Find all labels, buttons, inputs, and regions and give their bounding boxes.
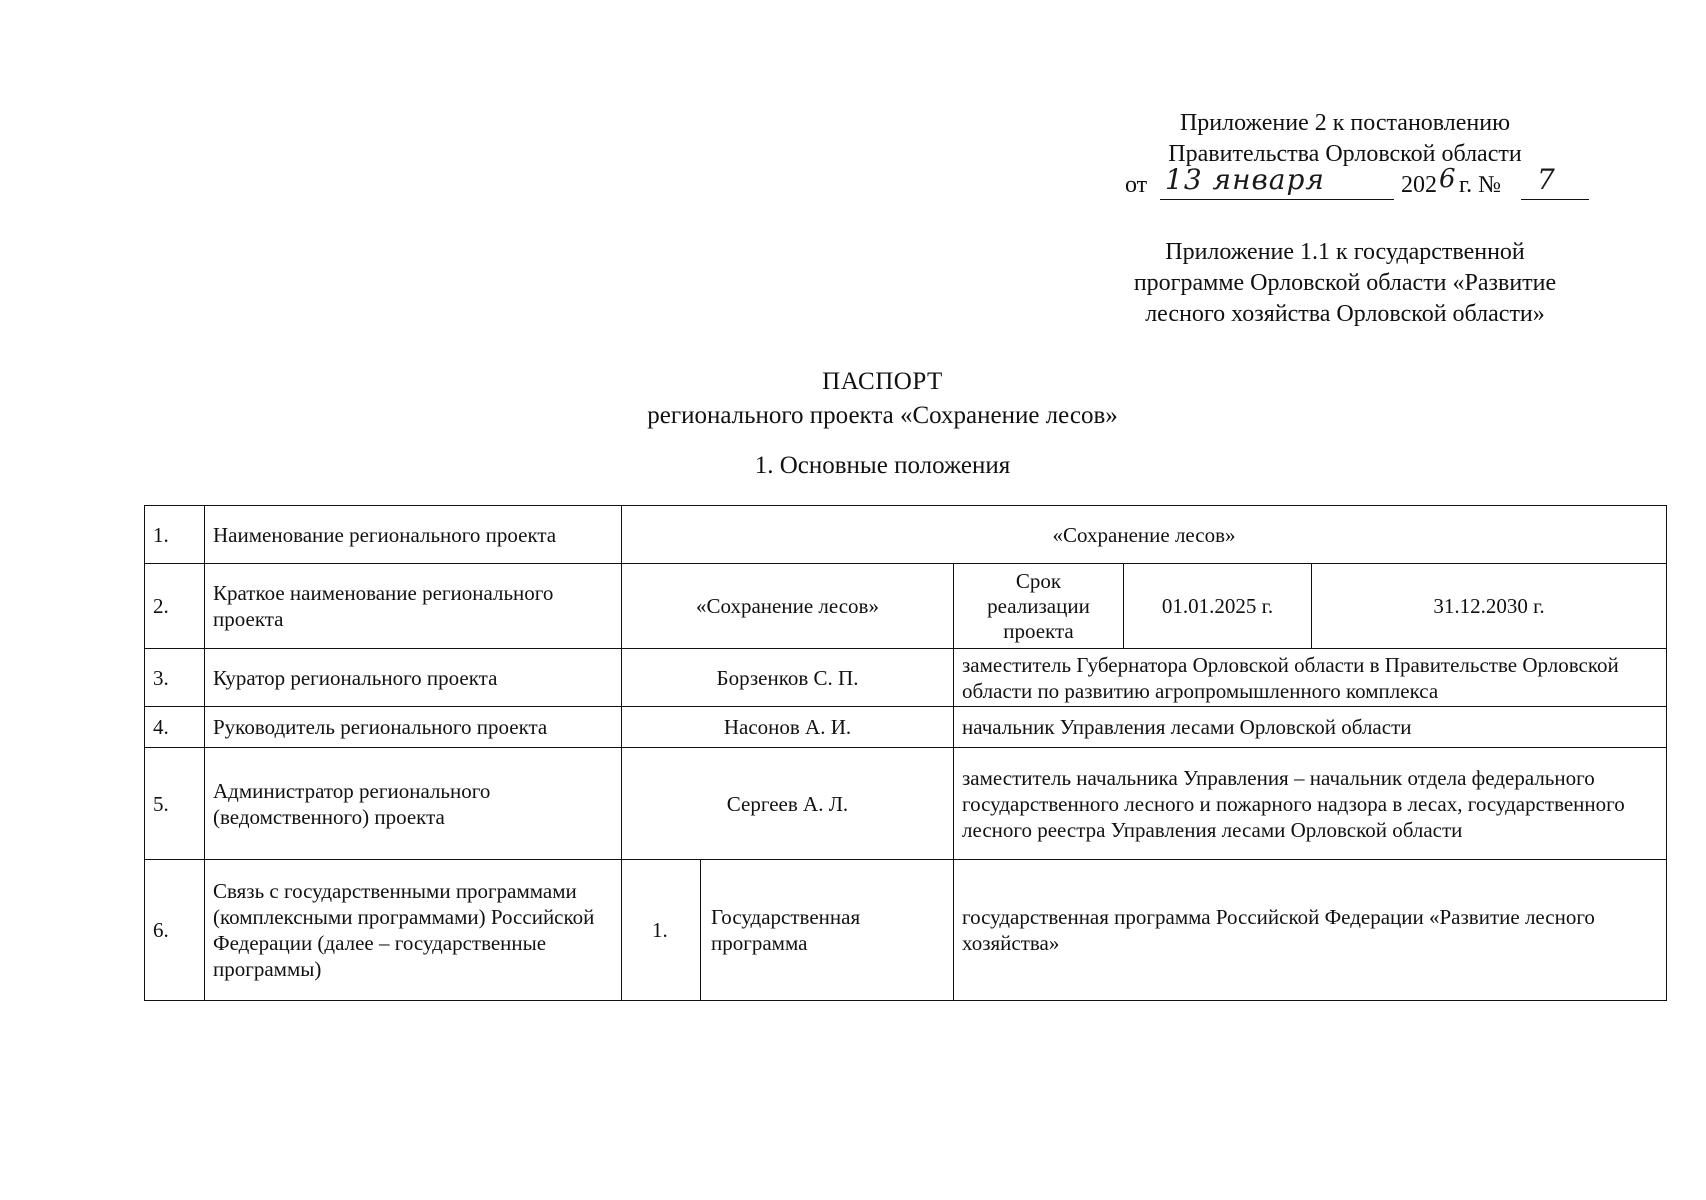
decree-date-line bbox=[1085, 163, 1605, 204]
handwritten-decree-number: 7 bbox=[1537, 163, 1556, 196]
appendix-2-header bbox=[1085, 108, 1605, 204]
program-type-label: Государственная программа bbox=[701, 860, 954, 1001]
table-row bbox=[145, 860, 1667, 1001]
appendix-1-1-line-3: лесного хозяйства Орловской области» bbox=[1145, 301, 1545, 327]
row-number: 3. bbox=[145, 649, 205, 707]
handwritten-year-digit: 6 bbox=[1439, 164, 1457, 194]
term-end-date: 31.12.2030 г. bbox=[1312, 564, 1667, 649]
row-label: Куратор регионального проекта bbox=[205, 649, 622, 707]
appendix-1-1-line-1: Приложение 1.1 к государственной bbox=[1165, 239, 1525, 265]
administrator-name: Сергеев А. Л. bbox=[622, 748, 954, 860]
program-sub-number: 1. bbox=[622, 860, 701, 1001]
document-title: ПАСПОРТ bbox=[822, 368, 943, 395]
administrator-position: заместитель начальника Управления – начальник отдела федерального государственного лесного и пожарного надзора в лесах, государственного лесного реестра Управления лесами Орловской области bbox=[954, 748, 1667, 860]
curator-position: заместитель Губернатора Орловской области в Правительстве Орловской области по развитию агропромышленного комплекса bbox=[954, 649, 1667, 707]
year-suffix: г. № bbox=[1459, 172, 1502, 198]
appendix-2-line-2: Правительства Орловской области bbox=[1168, 141, 1522, 167]
handwritten-date: 13 января bbox=[1165, 163, 1325, 196]
appendix-1-1-line-2: программе Орловской области «Развитие bbox=[1133, 270, 1557, 296]
date-underline bbox=[1160, 199, 1394, 200]
row-number: 6. bbox=[145, 860, 205, 1001]
table-row bbox=[145, 707, 1667, 748]
table-row bbox=[145, 748, 1667, 860]
appendix-2-line-1: Приложение 2 к постановлению bbox=[1179, 110, 1511, 136]
passport-table bbox=[144, 505, 1667, 1001]
row-label: Администратор регионального (ведомственного) проекта bbox=[205, 748, 622, 860]
number-underline bbox=[1521, 199, 1589, 200]
head-position: начальник Управления лесами Орловской области bbox=[954, 707, 1667, 748]
table-row bbox=[145, 564, 1667, 649]
row-number: 5. bbox=[145, 748, 205, 860]
state-program-value: государственная программа Российской Федерации «Развитие лесного хозяйства» bbox=[954, 860, 1667, 1001]
head-name: Насонов А. И. bbox=[622, 707, 954, 748]
date-prefix: от bbox=[1125, 172, 1148, 198]
table-row bbox=[145, 506, 1667, 564]
row-number: 4. bbox=[145, 707, 205, 748]
project-name-value: «Сохранение лесов» bbox=[622, 506, 1667, 564]
appendix-1-1-header bbox=[1085, 237, 1605, 330]
row-label: Краткое наименование регионального проекта bbox=[205, 564, 622, 649]
curator-name: Борзенков С. П. bbox=[622, 649, 954, 707]
row-number: 2. bbox=[145, 564, 205, 649]
row-label: Связь с государственными программами (комплексными программами) Российской Федерации (далее – государственные программы) bbox=[205, 860, 622, 1001]
year-prefix: 202 bbox=[1401, 172, 1437, 198]
row-label: Руководитель регионального проекта bbox=[205, 707, 622, 748]
document-subtitle: регионального проекта «Сохранение лесов» bbox=[647, 402, 1118, 429]
section-title: 1. Основные положения bbox=[754, 452, 1011, 479]
short-name-value: «Сохранение лесов» bbox=[622, 564, 954, 649]
row-number: 1. bbox=[145, 506, 205, 564]
term-label: Срок реализации проекта bbox=[954, 564, 1124, 649]
table-row bbox=[145, 649, 1667, 707]
term-start-date: 01.01.2025 г. bbox=[1124, 564, 1312, 649]
row-label: Наименование регионального проекта bbox=[205, 506, 622, 564]
